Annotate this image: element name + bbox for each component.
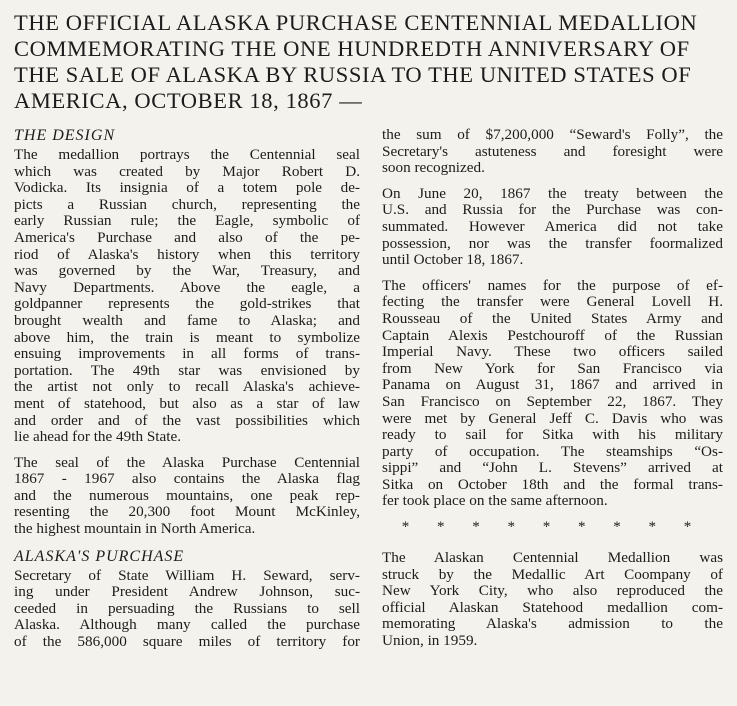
text-line: Captain Alexis Pestchouroff of the Russian bbox=[382, 327, 723, 344]
text-line: memorating Alaska's admission to the bbox=[382, 616, 723, 633]
text-line: of the 586,000 square miles of territory for bbox=[14, 634, 360, 651]
paragraph-treaty bbox=[382, 186, 723, 269]
text-line: U.S. and Russia for the Purchase was con- bbox=[382, 202, 723, 219]
text-line: portation. The 49th star was envisioned by bbox=[14, 362, 360, 379]
text-line: The Alaskan Centennial Medallion was bbox=[382, 550, 723, 567]
text-line: ment of statehood, but also as a star of law bbox=[14, 395, 360, 412]
paragraph-medallion-struck bbox=[382, 550, 723, 650]
text-line: ready to sail for Sitka with his military bbox=[382, 427, 723, 444]
right-column bbox=[382, 127, 723, 659]
text-line: party of occupation. The steamships “Os- bbox=[382, 443, 723, 460]
text-line: was governed by the War, Treasury, and bbox=[14, 263, 360, 280]
text-line: New York City, who also reproduced the bbox=[382, 583, 723, 600]
text-line: 1867 - 1967 also contains the Alaska flag bbox=[14, 471, 360, 488]
text-line: Imperial Navy. These two officers sailed bbox=[382, 344, 723, 361]
text-line: Secretary of State William H. Seward, serv- bbox=[14, 567, 360, 584]
text-line: early Russian rule; the Eagle, symbolic of bbox=[14, 213, 360, 230]
text-line: Sitka on October 18th and the formal trans- bbox=[382, 476, 723, 493]
paragraph-purchase bbox=[14, 568, 360, 651]
text-line: ing under President Andrew Johnson, suc- bbox=[14, 584, 360, 601]
text-line: Secretary's astuteness and foresight were bbox=[382, 143, 723, 160]
text-line: and order and of the vast possibilities which bbox=[14, 412, 360, 429]
text-line: sippi” and “John L. Stevens” arrived at bbox=[382, 460, 723, 477]
paragraph-design bbox=[14, 147, 360, 446]
text-line: above him, the train is meant to symbolize bbox=[14, 329, 360, 346]
text-line: struck by the Medallic Art Coompany of bbox=[382, 566, 723, 583]
title-line-3: THE SALE OF ALASKA BY RUSSIA TO THE UNITED STATES OF bbox=[14, 62, 692, 87]
paragraph-officers bbox=[382, 278, 723, 510]
text-line: brought wealth and fame to Alaska; and bbox=[14, 312, 360, 329]
text-line: America's Purchase and also of the pe- bbox=[14, 229, 360, 246]
paragraph-sevens-folly bbox=[382, 127, 723, 177]
text-line: Rousseau of the United States Army and bbox=[382, 310, 723, 327]
text-line: riod of Alaska's history when this territory bbox=[14, 246, 360, 263]
text-line: picts a Russian church, representing the bbox=[14, 196, 360, 213]
text-line: the sum of $7,200,000 “Seward's Folly”, the bbox=[382, 127, 723, 143]
text-line: lie ahead for the 49th State. bbox=[14, 429, 182, 446]
left-column bbox=[14, 126, 360, 660]
text-line: Navy Departments. Above the eagle, a bbox=[14, 279, 360, 296]
text-line: The medallion portrays the Centennial seal bbox=[14, 147, 360, 163]
text-line: Vodicka. Its insignia of a totem pole de- bbox=[14, 180, 360, 197]
title-line-2: COMMEMORATING THE ONE HUNDREDTH ANNIVERSARY OF bbox=[14, 36, 690, 61]
text-line: On June 20, 1867 the treaty between the bbox=[382, 185, 723, 202]
star-separator: * * * * * * * * * bbox=[401, 519, 704, 536]
text-line: and the numerous mountains, one peak rep- bbox=[14, 487, 360, 504]
text-line: official Alaskan Statehood medallion com- bbox=[382, 599, 723, 616]
text-line: Union, in 1959. bbox=[382, 633, 478, 650]
title-line-4: AMERICA, OCTOBER 18, 1867 — bbox=[14, 88, 363, 113]
text-line: the artist not only to recall Alaska's achieve- bbox=[14, 379, 360, 396]
title-line-1: THE OFFICIAL ALASKA PURCHASE CENTENNIAL MEDALLION bbox=[14, 10, 698, 35]
heading-the-design: THE DESIGN bbox=[14, 127, 116, 144]
text-line: were met by General Jeff C. Davis who was bbox=[382, 410, 723, 427]
text-line: possession, nor was the transfer foormalized bbox=[382, 235, 723, 252]
text-line: goldpanner represents the gold-strikes that bbox=[14, 296, 360, 313]
text-line: soon recognized. bbox=[382, 160, 485, 177]
article-title bbox=[14, 10, 726, 114]
text-line: fecting the transfer were General Lovell H. bbox=[382, 294, 723, 311]
paragraph-seal bbox=[14, 455, 360, 538]
text-line: resenting the 20,300 foot Mount McKinley, bbox=[14, 504, 360, 521]
text-line: Panama on August 31, 1867 and arrived in bbox=[382, 377, 723, 394]
text-line: summated. However America did not take bbox=[382, 218, 723, 235]
text-line: which was created by Major Robert D. bbox=[14, 163, 360, 180]
text-line: the highest mountain in North America. bbox=[14, 521, 256, 538]
text-line: fer took place on the same afternoon. bbox=[382, 493, 608, 510]
text-line: The seal of the Alaska Purchase Centennial bbox=[14, 454, 360, 471]
text-line: San Francisco on September 22, 1867. They bbox=[382, 393, 723, 410]
text-line: from New York for San Francisco via bbox=[382, 360, 723, 377]
text-line: ensuing improvements in all forms of trans- bbox=[14, 346, 360, 363]
heading-alaskas-purchase: ALASKA'S PURCHASE bbox=[14, 547, 185, 565]
text-line: until October 18, 1867. bbox=[382, 252, 524, 269]
text-line: ceeded in persuading the Russians to sell bbox=[14, 600, 360, 617]
text-line: The officers' names for the purpose of ef- bbox=[382, 277, 723, 294]
text-line: Alaska. Although many called the purchase bbox=[14, 617, 360, 634]
